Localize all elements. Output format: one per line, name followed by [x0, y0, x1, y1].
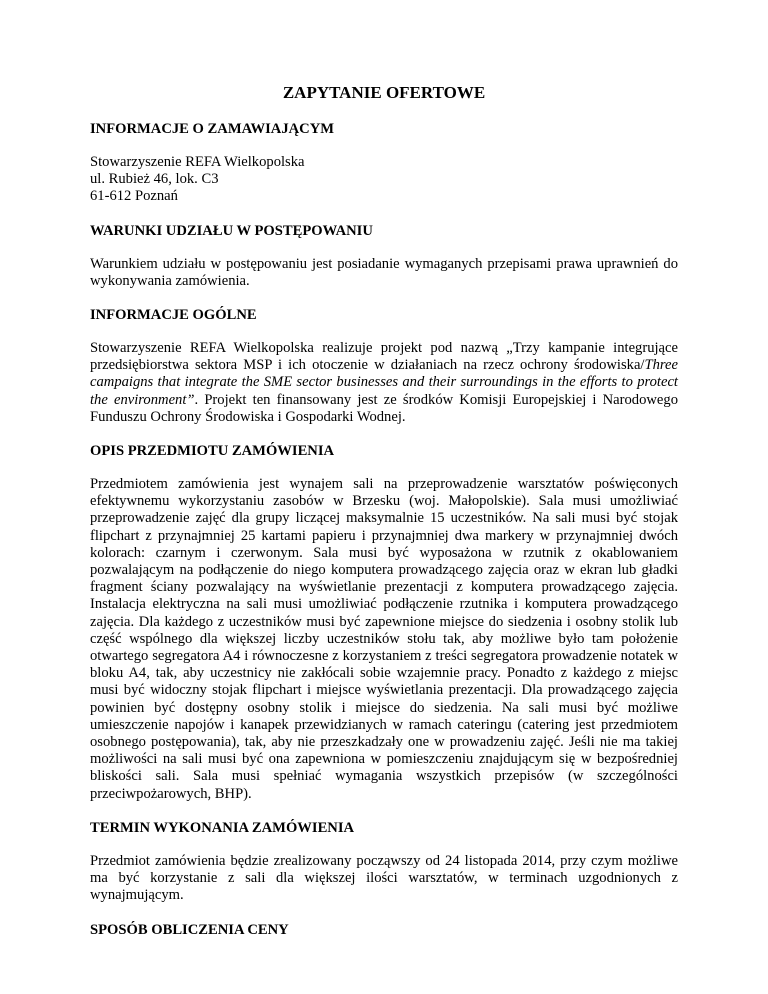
document-title: ZAPYTANIE OFERTOWE	[282, 83, 486, 102]
heading-pricing: SPOSÓB OBLICZENIA CENY	[90, 921, 289, 938]
heading-general: INFORMACJE OGÓLNE	[90, 307, 257, 324]
ordering-party-name: Stowarzyszenie REFA Wielkopolska	[90, 154, 305, 170]
document-page	[90, 82, 678, 955]
heading-deadline: TERMIN WYKONANIA ZAMÓWIENIA	[90, 819, 355, 836]
deadline-text: Przedmiot zamówienia będzie zrealizowany począwszy od 24 listopada 2014, przy czym możliwe ma być korzystanie z sali dla większej ilości warsztatów, w terminach uzgodnionych z wynajmującym.	[90, 852, 678, 904]
heading-participation: WARUNKI UDZIAŁU W POSTĘPOWANIU	[90, 222, 373, 239]
ordering-party-street: ul. Rubież 46, lok. C3	[90, 171, 219, 188]
general-text-start: Stowarzyszenie REFA Wielkopolska realizuje projekt pod nazwą „Trzy kampanie integrujące przedsiębiorstwa sektora MSP i ich otoczenie w działaniach na rzecz ochrony środowiska/	[90, 340, 678, 374]
ordering-party-address	[90, 154, 678, 206]
heading-subject: OPIS PRZEDMIOTU ZAMÓWIENIA	[90, 443, 335, 460]
participation-text: Warunkiem udziału w postępowaniu jest posiadanie wymaganych przepisami prawa uprawnień do wykonywania zamówienia.	[90, 255, 678, 289]
general-text	[90, 340, 678, 426]
heading-ordering-party: INFORMACJE O ZAMAWIAJĄCYM	[90, 121, 335, 137]
general-text-end: . Projekt ten finansowany jest ze środków Komisji Europejskiej i Narodowego Funduszu Ochrony Środowiska i Gospodarki Wodnej.	[90, 391, 678, 425]
general-text-italic: Three campaigns that integrate the SME sector businesses and their surroundings in the efforts to protect the environment”	[90, 357, 678, 408]
ordering-party-city: 61-612 Poznań	[90, 188, 178, 205]
subject-text: Przedmiotem zamówienia jest wynajem sali na przeprowadzenie warsztatów poświęconych efektywnemu wykorzystaniu zasobów w Brzesku (woj. Małopolskie). Sala musi umożliwiać przeprowadzenie zajęć dla grupy liczącej maksymalnie 15 uczestników. Na sali musi być stojak flipchart z przynajmniej 25 kartami papieru i przynajmniej dwa markery w przynajmniej dwóch kolorach: czarnym i czerwonym. Sala musi być wyposażona w rzutnik z okablowaniem pozwalającym na podłączenie do niego komputera prowadzącego zajęcia oraz w ekran lub gładki fragment ściany pozwalający na wyświetlanie prezentacji z komputera prowadzącego zajęcia. Instalacja elektryczna na sali musi umożliwiać podłączenie rzutnika i komputera prowadzącego zajęcia. Dla każdego z uczestników musi być zapewnione miejsce do siedzenia i osobny stolik lub część wspólnego dla większej liczby uczestników stołu tak, aby możliwe było tam położenie otwartego segregatora A4 i równoczesne z korzystaniem z treści segregatora prowadzenie notatek w bloku A4, tak, aby uczestnicy nie zakłócali sobie wzajemnie pracy. Ponadto z każdego z miejsc musi być widoczny stojak flipchart i miejsce wyświetlania prezentacji. Dla prowadzącego zajęcia powinien być dostępny osobny stolik i miejsce do siedzenia. Na sali musi być możliwe umieszczenie napojów i kanapek przewidzianych w ramach cateringu (catering jest przedmiotem osobnego postępowania), tak, aby nie przeszkadzały one w prowadzeniu zajęć. Jeśli nie ma takiej możliwości na sali musi być ona zapewniona w pomieszczeniu znajdującym się w bezpośredniej bliskości sali. Sala musi spełniać wymagania wszystkich przepisów (w szczególności przeciwpożarowych, BHP).	[90, 476, 678, 802]
